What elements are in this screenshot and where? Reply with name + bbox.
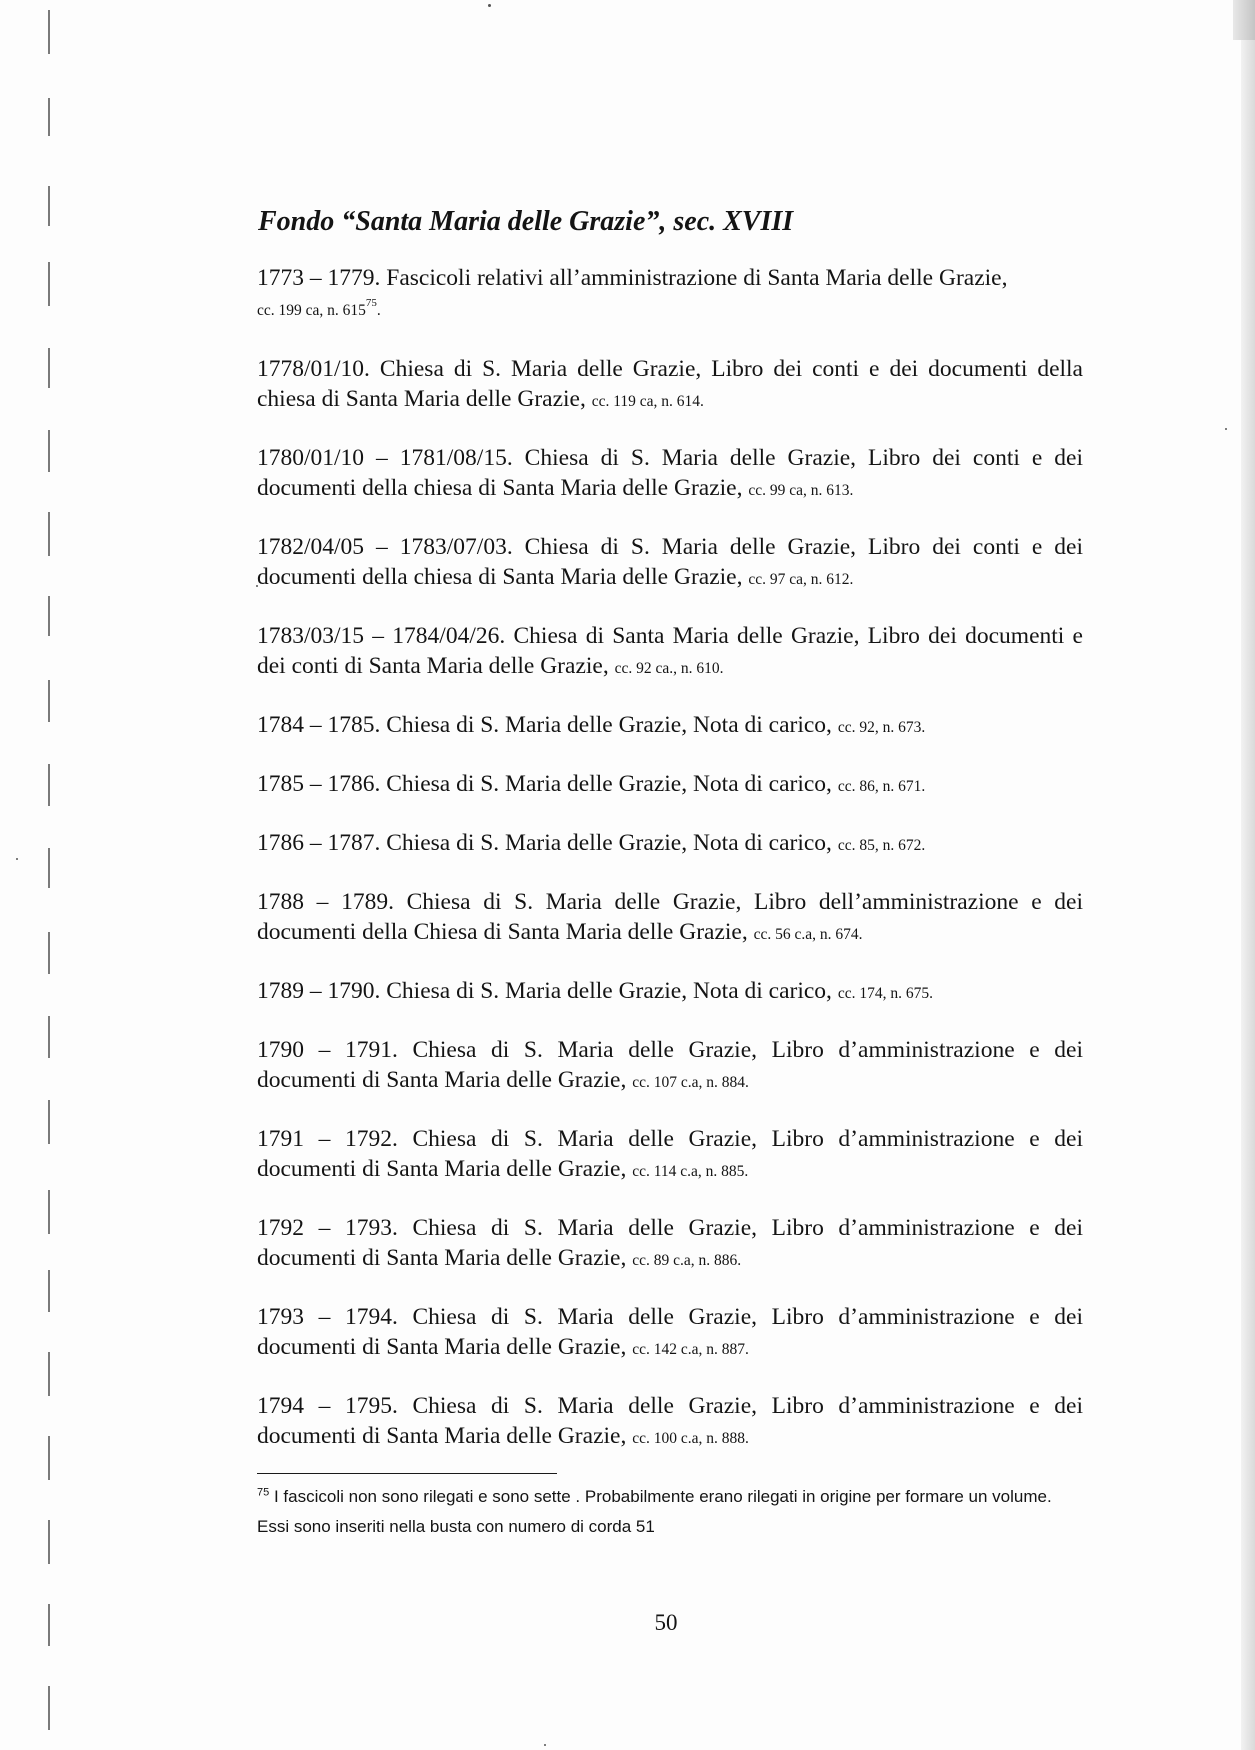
- entry-cc-ref: cc. 85, n. 672.: [837, 837, 926, 854]
- list-item: [257, 1035, 1083, 1098]
- binding-mark: [48, 430, 50, 472]
- binding-mark: [48, 1352, 50, 1396]
- entry-main-text: 1788 – 1789. Chiesa di S. Maria delle Grazie, Libro dell’amministrazione e dei documenti della Chiesa di Santa Maria delle Grazie,: [257, 889, 1083, 945]
- entry-tail: .: [376, 302, 381, 319]
- list-item: [257, 976, 1083, 1009]
- binding-mark: [48, 848, 50, 888]
- footnote: [257, 1482, 1087, 1542]
- binding-mark: [48, 1190, 50, 1234]
- scan-speck: [1225, 428, 1227, 430]
- list-item: [257, 1213, 1083, 1276]
- binding-mark: [48, 98, 50, 136]
- binding-mark: [48, 596, 50, 636]
- list-item: [257, 887, 1083, 950]
- list-item: [257, 710, 1083, 743]
- entry-cc-ref: cc. 56 c.a, n. 674.: [753, 926, 863, 943]
- binding-mark: [48, 512, 50, 556]
- list-item: [257, 828, 1083, 861]
- list-item: [257, 443, 1083, 506]
- entry-cc-ref: cc. 119 ca, n. 614.: [591, 393, 704, 410]
- entry-main-text: 1785 – 1786. Chiesa di S. Maria delle Grazie, Nota di carico,: [257, 771, 832, 797]
- entry-main-text: 1793 – 1794. Chiesa di S. Maria delle Grazie, Libro d’amministrazione e dei documenti di Santa Maria delle Grazie,: [257, 1304, 1083, 1360]
- entry-cc-ref: cc. 142 c.a, n. 887.: [632, 1341, 749, 1358]
- list-item: [257, 532, 1083, 595]
- entry-cc-ref: cc. 92 ca., n. 610.: [614, 660, 724, 677]
- list-item: [257, 263, 1083, 326]
- entry-cc-ref: cc. 89 c.a, n. 886.: [632, 1252, 742, 1269]
- page-number: 50: [654, 1610, 678, 1635]
- binding-mark: [48, 1686, 50, 1730]
- list-item: [257, 1302, 1083, 1365]
- entry-main-text: 1791 – 1792. Chiesa di S. Maria delle Grazie, Libro d’amministrazione e dei documenti di Santa Maria delle Grazie,: [257, 1126, 1083, 1182]
- binding-mark: [48, 1436, 50, 1480]
- entry-main-text: 1778/01/10. Chiesa di S. Maria delle Grazie, Libro dei conti e dei documenti della chiesa di Santa Maria delle Grazie,: [257, 356, 1083, 412]
- binding-mark: [48, 1270, 50, 1312]
- scan-speck: [16, 858, 18, 860]
- entry-main-text: 1773 – 1779. Fascicoli relativi all’amministrazione di Santa Maria delle Grazie,: [257, 265, 1008, 291]
- binding-mark: [48, 680, 50, 722]
- entry-main-text: 1792 – 1793. Chiesa di S. Maria delle Grazie, Libro d’amministrazione e dei documenti di Santa Maria delle Grazie,: [257, 1215, 1083, 1271]
- binding-mark: [48, 1100, 50, 1144]
- entry-main-text: 1790 – 1791. Chiesa di S. Maria delle Grazie, Libro d’amministrazione e dei documenti di Santa Maria delle Grazie,: [257, 1037, 1083, 1093]
- binding-mark: [48, 932, 50, 974]
- footnote-text: I fascicoli non sono rilegati e sono sette . Probabilmente erano rilegati in origine per formare un volume. Essi sono inseriti nella busta con numero di corda 51: [257, 1487, 1052, 1536]
- footnote-number: 75: [257, 1486, 270, 1499]
- binding-mark: [48, 262, 50, 306]
- list-item: [257, 769, 1083, 802]
- entry-cc-ref: cc. 174, n. 675.: [837, 985, 933, 1002]
- entry-cc-ref: cc. 100 c.a, n. 888.: [632, 1430, 749, 1447]
- entry-main-text: 1794 – 1795. Chiesa di S. Maria delle Grazie, Libro d’amministrazione e dei documenti di Santa Maria delle Grazie,: [257, 1393, 1083, 1449]
- section-title: Fondo “Santa Maria delle Grazie”, sec. XVIII: [258, 206, 794, 237]
- scan-speck: [544, 1744, 546, 1746]
- list-item: [257, 1391, 1083, 1454]
- list-item: [257, 354, 1083, 417]
- entry-cc-ref: cc. 107 c.a, n. 884.: [632, 1074, 749, 1091]
- binding-mark: [48, 10, 50, 54]
- entry-cc-ref: cc. 199 ca, n. 615: [257, 302, 366, 319]
- footnote-ref[interactable]: 75: [365, 297, 377, 310]
- footnote-separator: [257, 1473, 557, 1474]
- entry-list: [257, 263, 1083, 1454]
- binding-mark: [48, 348, 50, 388]
- entry-main-text: 1786 – 1787. Chiesa di S. Maria delle Grazie, Nota di carico,: [257, 830, 832, 856]
- list-item: [257, 621, 1083, 684]
- scan-speck: [488, 4, 491, 7]
- entry-main-text: 1780/01/10 – 1781/08/15. Chiesa di S. Maria delle Grazie, Libro dei conti e dei documenti della chiesa di Santa Maria delle Grazie,: [257, 445, 1083, 501]
- list-item: [257, 1124, 1083, 1187]
- entry-main-text: 1782/04/05 – 1783/07/03. Chiesa di S. Maria delle Grazie, Libro dei conti e dei documenti della chiesa di Santa Maria delle Grazie,: [257, 534, 1083, 590]
- entry-cc-ref: cc. 92, n. 673.: [837, 719, 926, 736]
- entry-cc-ref: cc. 86, n. 671.: [837, 778, 926, 795]
- entry-main-text: 1783/03/15 – 1784/04/26. Chiesa di Santa Maria delle Grazie, Libro dei documenti e dei conti di Santa Maria delle Grazie,: [257, 623, 1083, 679]
- scan-edge-shadow: [1241, 0, 1255, 1750]
- entry-main-text: 1789 – 1790. Chiesa di S. Maria delle Grazie, Nota di carico,: [257, 978, 832, 1004]
- binding-mark: [48, 764, 50, 806]
- entry-cc-ref: cc. 114 c.a, n. 885.: [632, 1163, 749, 1180]
- entry-cc-ref: cc. 97 ca, n. 612.: [748, 571, 854, 588]
- entry-cc-ref: cc. 99 ca, n. 613.: [748, 482, 854, 499]
- binding-mark: [48, 186, 50, 226]
- binding-mark: [48, 1520, 50, 1564]
- entry-main-text: 1784 – 1785. Chiesa di S. Maria delle Grazie, Nota di carico,: [257, 712, 832, 738]
- scan-corner-shadow: [1233, 0, 1255, 40]
- binding-mark: [48, 1016, 50, 1058]
